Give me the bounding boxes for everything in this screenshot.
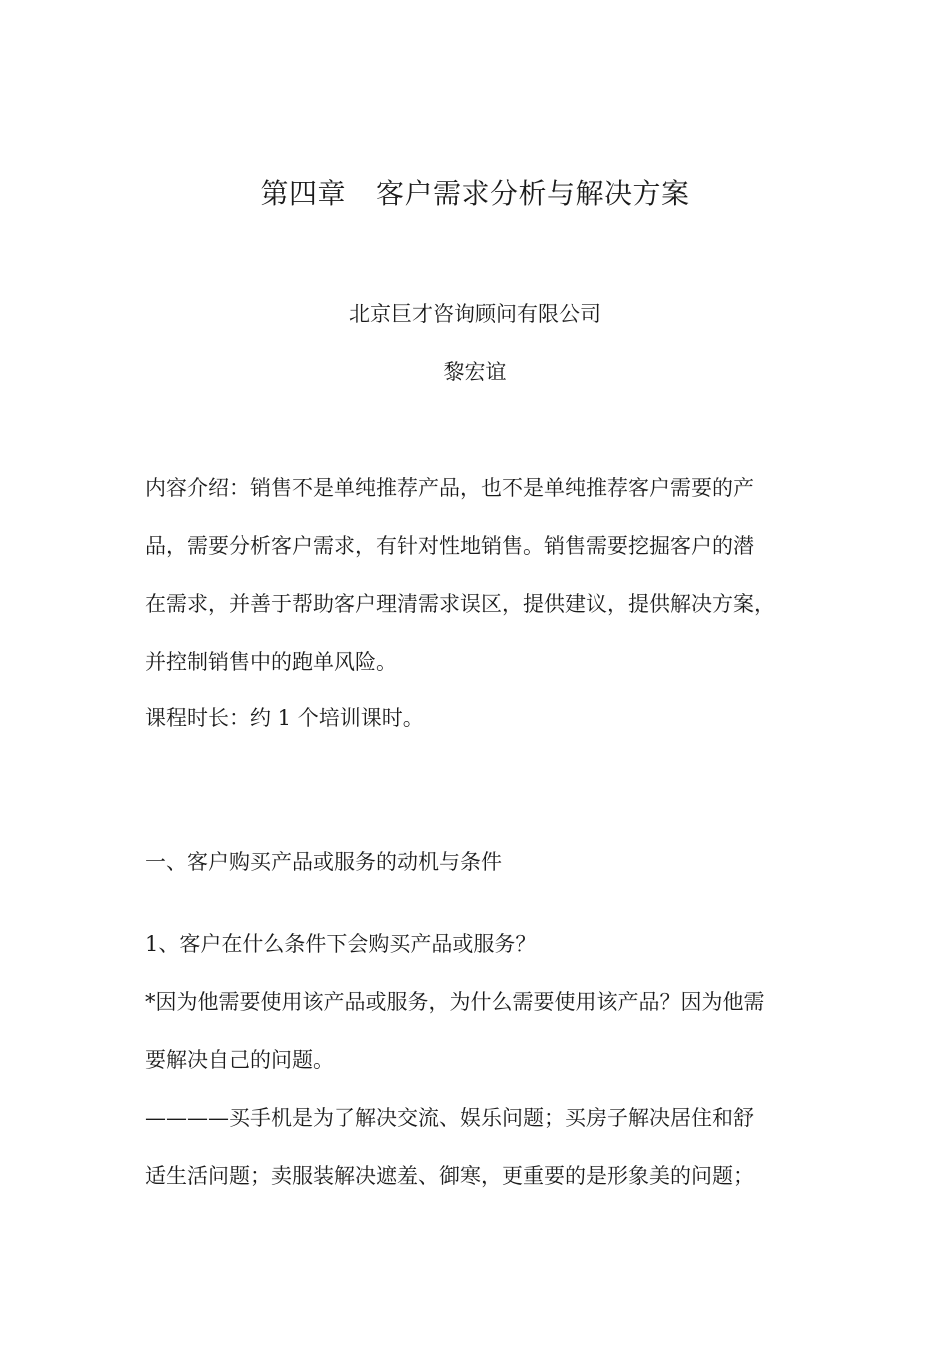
chapter-number: 第四章 (260, 177, 346, 210)
chapter-title (0, 172, 950, 212)
section-heading: 一、客户购买产品或服务的动机与条件 (145, 850, 502, 874)
company-name: 北京巨才咨询顾问有限公司 (349, 302, 601, 326)
intro-line: 品，需要分析客户需求，有针对性地销售。销售需要挖掘客户的潜 (145, 534, 754, 558)
intro-line: 并控制销售中的跑单风险。 (145, 650, 397, 674)
example-line: ————买手机是为了解决交流、娱乐问题；买房子解决居住和舒 (145, 1106, 754, 1130)
example-line: 适生活问题；卖服装解决遮羞、御寒，更重要的是形象美的问题； (145, 1164, 754, 1188)
chapter-name: 客户需求分析与解决方案 (376, 177, 690, 210)
course-duration: 课程时长：约 1 个培训课时。 (145, 706, 424, 730)
author-name: 黎宏谊 (443, 360, 507, 384)
intro-line: 在需求，并善于帮助客户理清需求误区，提供建议，提供解决方案， (145, 592, 775, 616)
intro-line: 内容介绍：销售不是单纯推荐产品，也不是单纯推荐客户需要的产 (145, 476, 754, 500)
answer-line: *因为他需要使用该产品或服务，为什么需要使用该产品？因为他需 (145, 990, 765, 1014)
answer-line: 要解决自己的问题。 (145, 1048, 334, 1072)
question-heading: 1、客户在什么条件下会购买产品或服务？ (145, 932, 537, 956)
